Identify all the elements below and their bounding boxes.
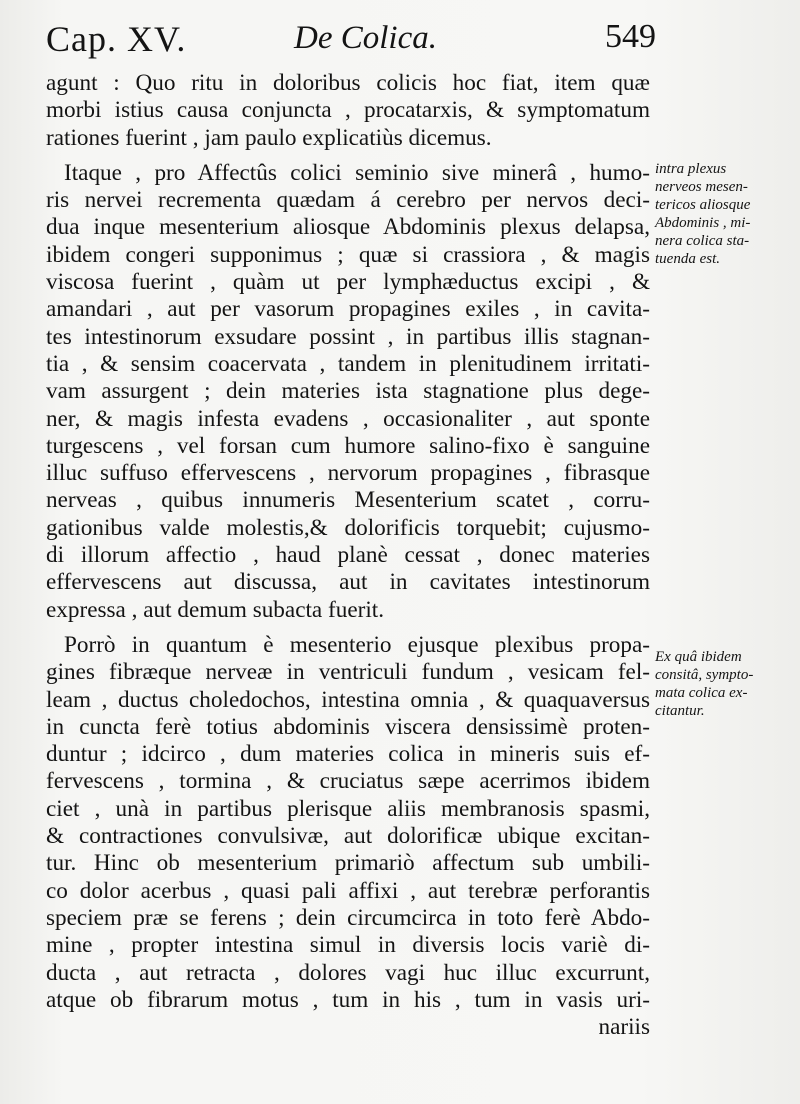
- margin-note-line: consitâ, sympto-: [655, 667, 754, 683]
- page-title: De Colica.: [294, 20, 437, 56]
- text-line: Porrò in quantum è mesenterio ejusque plexibus propa-: [64, 631, 650, 658]
- text-line: dua inque mesenterium aliosque Abdominis plexus delapsa,: [46, 214, 650, 241]
- margin-note-line: nerveos mesen-: [655, 179, 748, 195]
- text-line: ner, & magis infesta evadens , occasionaliter , aut sponte: [46, 405, 650, 432]
- text-line: rationes fuerint , jam paulo explicatiùs dicemus.: [46, 124, 492, 151]
- text-line: agunt : Quo ritu in doloribus colicis hoc fiat, item quæ: [46, 70, 650, 96]
- margin-note-line: tericos aliosque: [655, 197, 751, 213]
- text-line: gationibus valde molestis,& dolorificis torquebit; cujusmo-: [46, 514, 650, 541]
- margin-note-line: Ex quâ ibidem: [655, 649, 742, 665]
- text-line: ciet , unà in partibus plerisque aliis membranosis spasmi,: [46, 795, 650, 822]
- text-line: ibidem congeri supponimus ; quæ si crassiora , & magis: [46, 241, 650, 268]
- running-header: [46, 14, 656, 62]
- text-line: tes intestinorum exsudare possint , in partibus illis stagnan-: [46, 323, 650, 350]
- text-line: gines fibræque nerveæ in ventriculi fundum , vesicam fel-: [46, 659, 650, 686]
- margin-note-line: Abdominis , mi-: [655, 215, 751, 231]
- text-line: tur. Hinc ob mesenterium primariò affectum sub umbili-: [46, 850, 650, 877]
- margin-note-1: [655, 160, 800, 268]
- text-line: Itaque , pro Affectûs colici seminio sive minerâ , humo-: [64, 159, 650, 186]
- text-line: duntur ; idcirco , dum materies colica in mineris suis ef-: [46, 741, 650, 768]
- catchword: nariis: [598, 1014, 650, 1041]
- text-line: ducta , aut retracta , dolores vagi huc illuc excurrunt,: [46, 959, 650, 986]
- text-line: fervescens , tormina , & cruciatus sæpe acerrimos ibidem: [46, 768, 650, 795]
- text-line: speciem præ se ferens ; dein circumcirca in toto ferè Abdo-: [46, 904, 650, 931]
- paragraph-2: [46, 160, 650, 624]
- text-line: illuc suffuso effervescens , nervorum propagines , fibrasque: [46, 460, 650, 487]
- text-line: turgescens , vel forsan cum humore salino-fixo è sanguine: [46, 432, 650, 459]
- text-line: expressa , aut demum subacta fuerit.: [46, 596, 385, 623]
- margin-note-line: mata colica ex-: [655, 685, 748, 701]
- text-line: viscosa fuerint , quàm ut per lymphæductus excipi , &: [46, 269, 650, 296]
- text-line: in cuncta ferè totius abdominis viscera densissimè proten-: [46, 713, 650, 740]
- text-line: di illorum affectio , haud planè cessat , donec materies: [46, 542, 650, 569]
- text-line: mine , propter intestina simul in diversis locis variè di-: [46, 932, 650, 959]
- paragraph-1: [46, 70, 650, 152]
- text-line: tia , & sensim coacervata , tandem in plenitudinem irritati-: [46, 350, 650, 377]
- text-line: co dolor acerbus , quasi pali affixi , aut terebræ perforantis: [46, 877, 650, 904]
- text-line: ris nervei recrementa quædam á cerebro per nervos deci-: [46, 187, 650, 214]
- margin-note-line: intra plexus: [655, 161, 727, 177]
- main-text: [46, 70, 650, 1041]
- text-line: leam , ductus choledochos, intestina omnia , & quaquaversus: [46, 686, 650, 713]
- text-line: morbi istius causa conjuncta , procatarxis, & symptomatum: [46, 97, 650, 124]
- margin-note-2: [655, 648, 800, 720]
- text-line: atque ob fibrarum motus , tum in his , tum in vasis uri-: [46, 986, 650, 1013]
- text-line: vam assurgent ; dein materies ista stagnatione plus dege-: [46, 378, 650, 405]
- paragraph-3: [46, 632, 650, 1014]
- chapter-heading: Cap. XV.: [46, 19, 187, 59]
- margin-note-line: tuenda est.: [655, 251, 720, 267]
- text-line: amandari , aut per vasorum propagines exiles , in cavita-: [46, 296, 650, 323]
- text-line: & contractiones convulsivæ, aut dolorificæ ubique excitan-: [46, 823, 650, 850]
- page-number: 549: [605, 18, 656, 55]
- text-line: nerveas , quibus innumeris Mesenterium scatet , corru-: [46, 487, 650, 514]
- margin-note-line: citantur.: [655, 703, 705, 719]
- margin-note-line: nera colica sta-: [655, 233, 750, 249]
- text-line: effervescens aut discussa, aut in cavitates intestinorum: [46, 569, 650, 596]
